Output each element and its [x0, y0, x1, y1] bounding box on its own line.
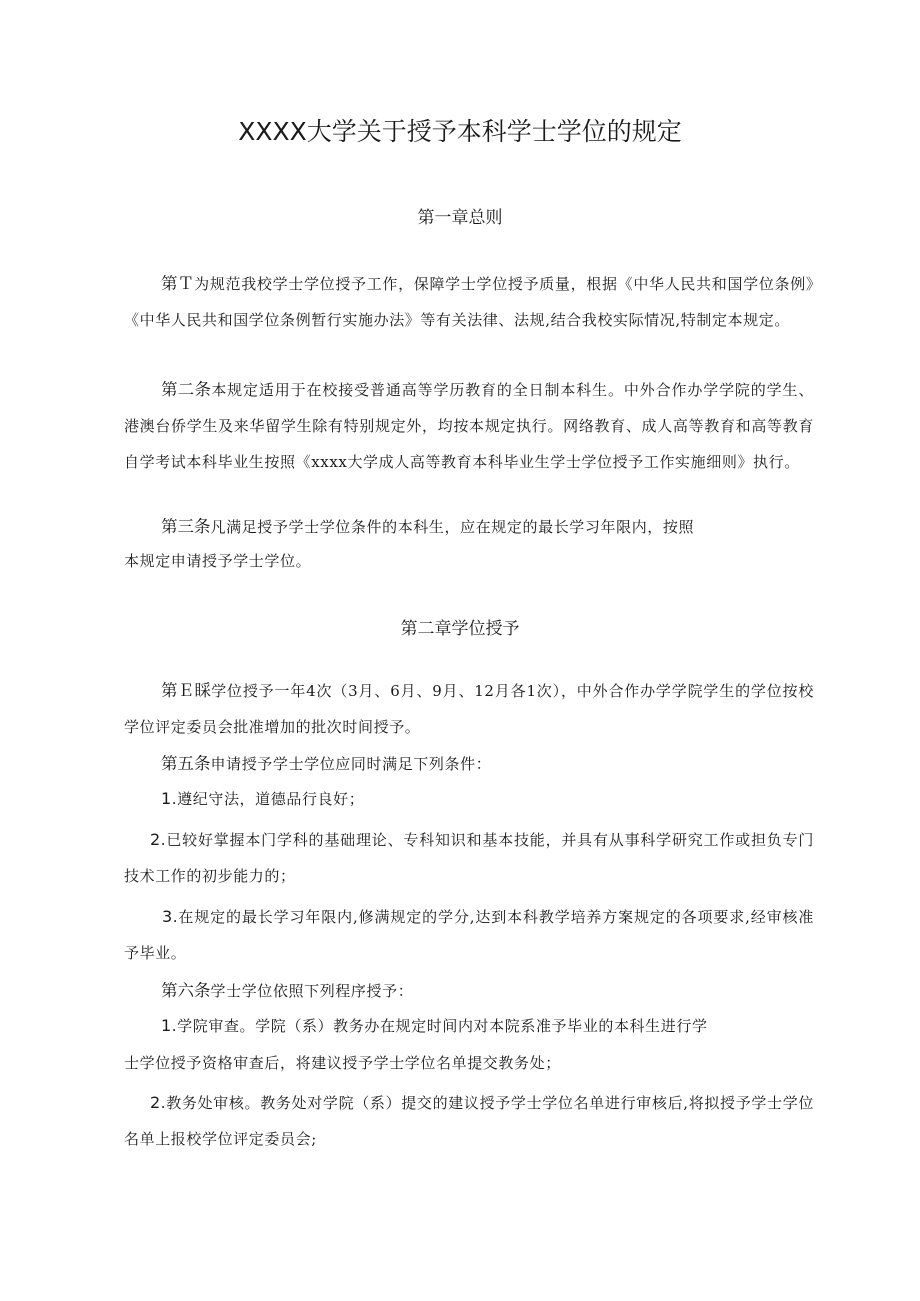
article-4	[124, 673, 814, 745]
article-3-text-1: 凡满足授予学士学位条件的本科生，应在规定的最长学习年限内，按照	[210, 518, 695, 536]
article-1-text: 为规范我校学士学位授予工作，保障学士学位授予质量，根据《中华人民共和国学位条例》《中华人民共和国学位条例暂行实施办法》等有关法律、法规,结合我校实际情况,特制定本规定。	[124, 275, 814, 329]
article-2	[124, 372, 814, 480]
article-5	[161, 750, 491, 774]
article-6-label: 第六条	[161, 981, 211, 1000]
condition-2-text: .已较好掌握本门学科的基础理论、专科知识和基本技能，并具有从事科学研究工作或担负专门技术工作的初步能力的；	[124, 831, 814, 885]
procedure-1-line-2: 士学位授予资格审查后，将建议授予学士学位名单提交教务处；	[124, 1054, 561, 1072]
article-6	[161, 977, 413, 1001]
procedure-2-number: 2	[150, 1093, 161, 1112]
article-4-label: 第Ｅ睬	[161, 681, 212, 700]
chapter-1-heading: 第一章总则	[417, 208, 503, 228]
procedure-1-number: 1	[161, 1016, 172, 1035]
article-4-text: 学位授予一年4次（3月、6月、9月、12月各1次），中外合作办学学院学生的学位按校学位评定委员会批准增加的批次时间授予。	[124, 682, 814, 736]
document-title: XXXX大学关于授予本科学士学位的规定	[238, 117, 682, 146]
procedure-1-line-1	[161, 1015, 708, 1036]
condition-3-text: .在规定的最长学习年限内,修满规定的学分,达到本科教学培养方案规定的各项要求,经审核准予毕业。	[124, 908, 814, 962]
article-1	[124, 266, 814, 338]
condition-1	[161, 788, 364, 809]
condition-3-number: 3	[162, 907, 173, 926]
condition-2	[124, 822, 814, 894]
article-5-text: 申请授予学士学位应同时满足下列条件：	[210, 755, 492, 773]
article-3-label: 第三条	[161, 517, 211, 536]
chapter-2-heading: 第二章学位授予	[400, 619, 520, 639]
article-2-label: 第二条	[161, 380, 212, 399]
condition-2-number: 2	[150, 830, 161, 849]
procedure-1-text-1: .学院审查。学院（系）教务办在规定时间内对本院系准予毕业的本科生进行学	[171, 1017, 708, 1035]
article-1-label: 第Ｔ	[161, 274, 195, 293]
article-3-line-2: 本规定申请授予学士学位。	[124, 552, 312, 570]
procedure-2-text: .教务处审核。教务处对学院（系）提交的建议授予学士学位名单进行审核后,将拟授予学士学位名单上报校学位评定委员会;	[124, 1094, 814, 1148]
condition-3	[124, 899, 814, 971]
condition-1-text: .遵纪守法，道德品行良好；	[171, 790, 365, 808]
article-6-text: 学士学位依照下列程序授予：	[210, 982, 414, 1000]
condition-1-number: 1	[161, 789, 172, 808]
article-5-label: 第五条	[161, 754, 211, 773]
article-2-text: 本规定适用于在校接受普通高等学历教育的全日制本科生。中外合作办学学院的学生、港澳台侨学生及来华留学生除有特别规定外，均按本规定执行。网络教育、成人高等教育和高等教育自学考试本科毕业生按照《xxxx大学成人高等教育本科毕业生学士学位授予工作实施细则》执行。	[124, 381, 815, 471]
procedure-2	[124, 1085, 814, 1157]
article-3-line-1	[161, 513, 694, 537]
